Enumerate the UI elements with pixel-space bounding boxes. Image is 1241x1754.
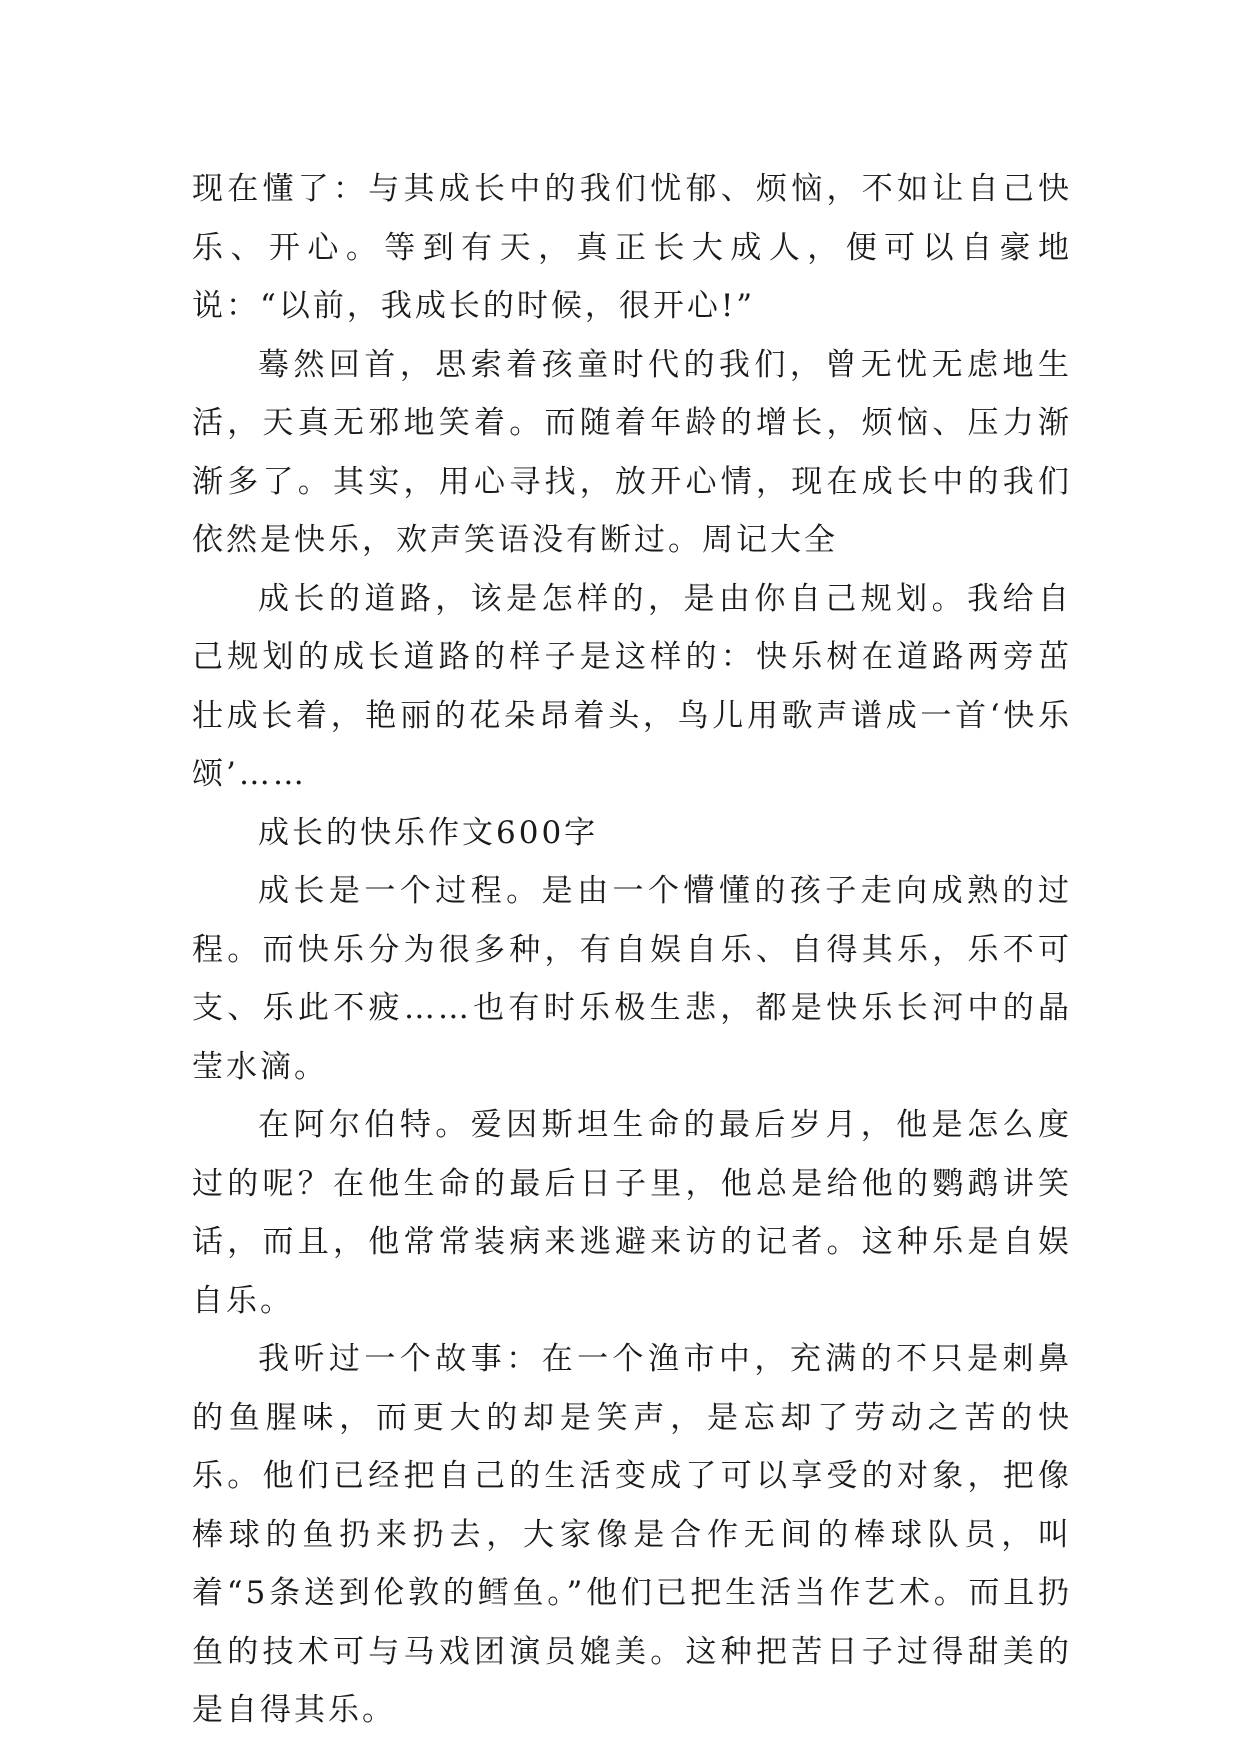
paragraph-5: 成长是一个过程。是由一个懵懂的孩子走向成熟的过程。而快乐分为很多种，有自娱自乐、自得其乐，乐不可支、乐此不疲……也有时乐极生悲，都是快乐长河中的晶莹水滴。 xyxy=(192,873,1072,1085)
paragraph-3: 成长的道路，该是怎样的，是由你自己规划。我给自己规划的成长道路的样子是这样的：快乐树在道路两旁茁壮成长着，艳丽的花朵昂着头，鸟儿用歌声谱成一首‘快乐颂’…… xyxy=(192,580,1072,792)
essay-title: 成长的快乐作文600字 xyxy=(258,814,599,851)
paragraph-2: 蓦然回首，思索着孩童时代的我们，曾无忧无虑地生活，天真无邪地笑着。而随着年龄的增长，烦恼、压力渐渐多了。其实，用心寻找，放开心情，现在成长中的我们依然是快乐，欢声笑语没有断过。周记大全 xyxy=(192,346,1072,558)
paragraph-1: 现在懂了：与其成长中的我们忧郁、烦恼，不如让自己快乐、开心。等到有天，真正长大成人，便可以自豪地说：“以前，我成长的时候，很开心!” xyxy=(192,171,1072,324)
document-body xyxy=(192,160,1072,1740)
paragraph-7: 我听过一个故事：在一个渔市中，充满的不只是刺鼻的鱼腥味，而更大的却是笑声，是忘却了劳动之苦的快乐。他们已经把自己的生活变成了可以享受的对象，把像棒球的鱼扔来扔去，大家像是合作无间的棒球队员，叫着“5条送到伦敦的鳕鱼。”他们已把生活当作艺术。而且扔鱼的技术可与马戏团演员媲美。这种把苦日子过得甜美的是自得其乐。 xyxy=(192,1341,1072,1728)
paragraph-6: 在阿尔伯特。爱因斯坦生命的最后岁月，他是怎么度过的呢？在他生命的最后日子里，他总是给他的鹦鹉讲笑话，而且，他常常装病来逃避来访的记者。这种乐是自娱自乐。 xyxy=(192,1107,1072,1319)
